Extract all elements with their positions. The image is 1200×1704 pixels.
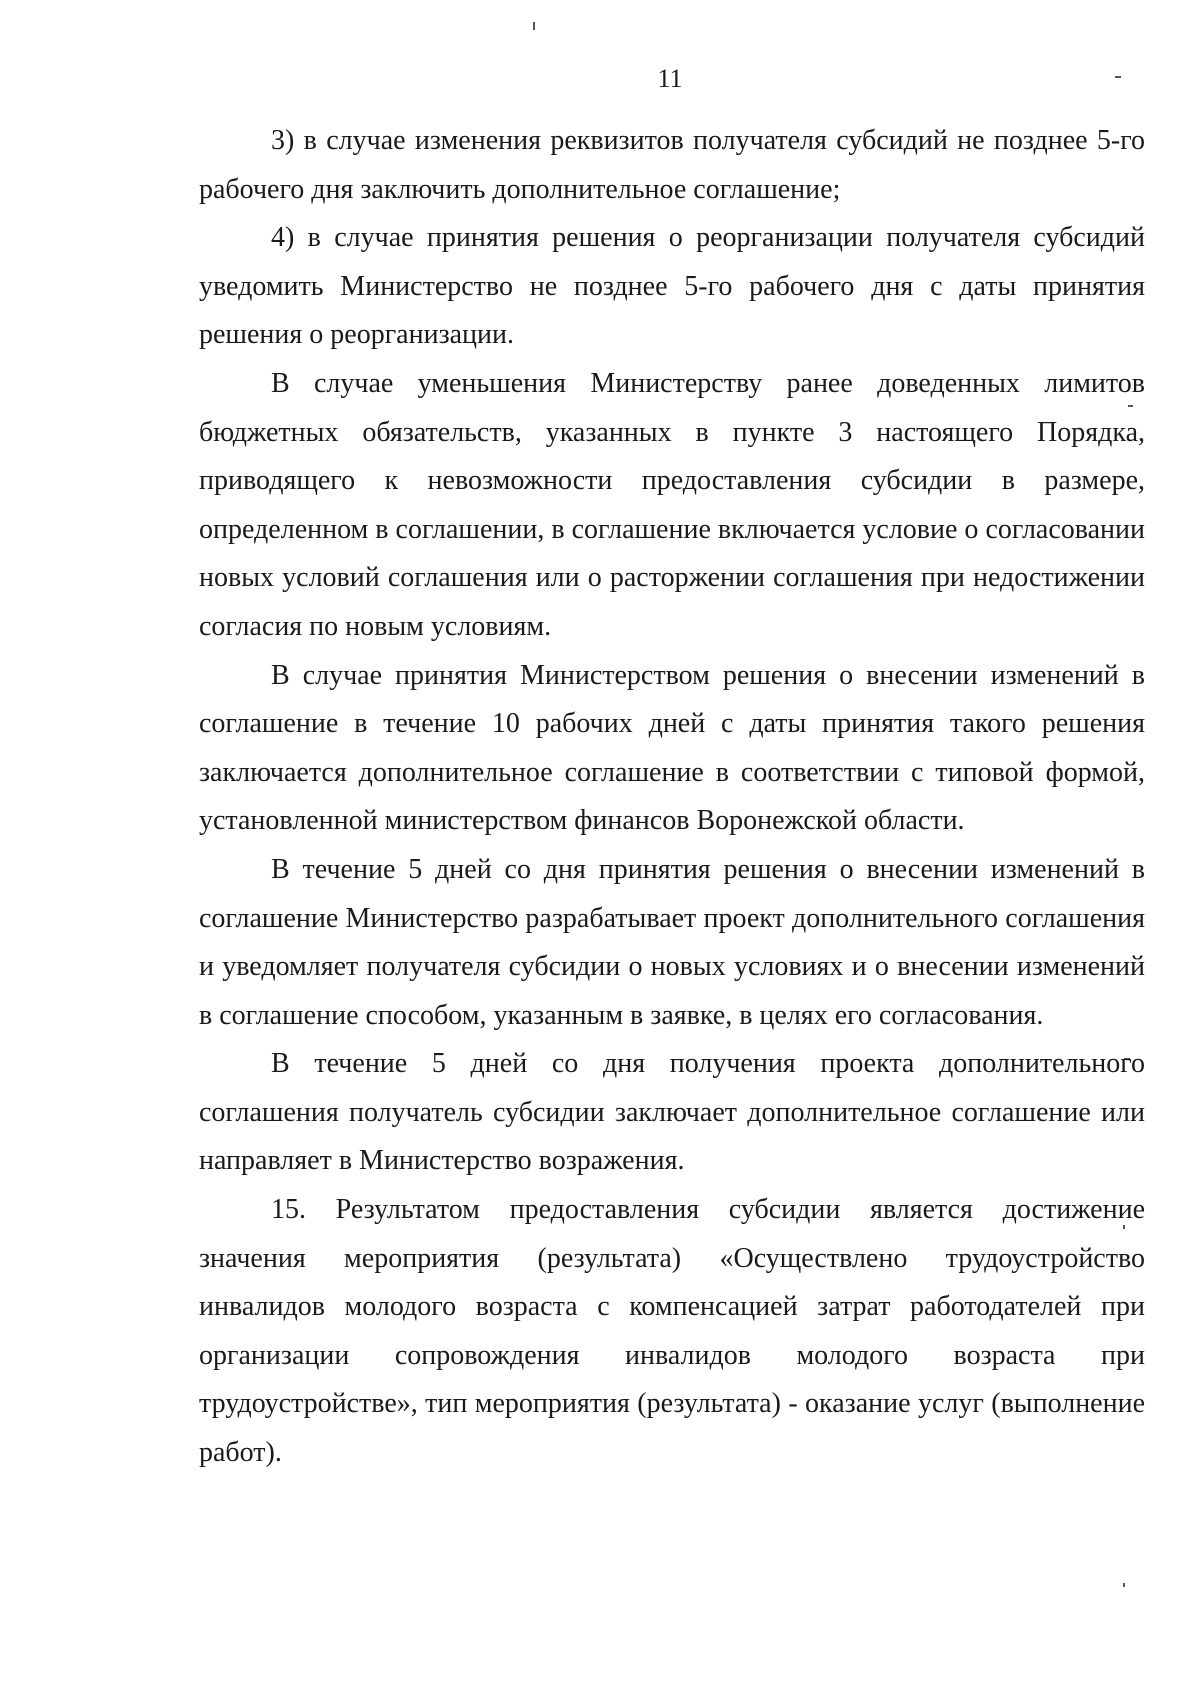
paragraph-draft-agreement: В течение 5 дней со дня принятия решения о внесении изменений в соглашение Министерство разрабатывает проект дополнительного соглашения и уведомляет получателя субсидии о новых условиях и о внесении изменений в соглашение способом, указанным в заявке, в целях его согласования. xyxy=(199,853,1145,1031)
scan-speck xyxy=(1123,1583,1125,1587)
document-body xyxy=(199,117,1145,1478)
paragraph-item-3: 3) в случае изменения реквизитов получателя субсидий не позднее 5-го рабочего дня заключить дополнительное соглашение; xyxy=(199,125,1145,205)
page-number: 11 xyxy=(657,64,683,93)
paragraph-amendment-decision: В случае принятия Министерством решения о внесении изменений в соглашение в течение 10 рабочих дней с даты принятия такого решения заключается дополнительное соглашение в соответствии с типовой формой, установленной министерством финансов Воронежской области. xyxy=(199,659,1145,837)
paragraph-recipient-response: В течение 5 дней со дня получения проекта дополнительного соглашения получатель субсидии заключает дополнительное соглашение или направляет в Министерство возражения. xyxy=(199,1048,1145,1177)
paragraph-limits-reduction: В случае уменьшения Министерству ранее доведенных лимитов бюджетных обязательств, указанных в пункте 3 настоящего Порядка, приводящего к невозможности предоставления субсидии в размере, определенном в соглашении, в соглашение включается условие о согласовании новых условий соглашения или о расторжении соглашения при недостижении согласия по новым условиям. xyxy=(199,367,1145,642)
paragraph-clause-15: 15. Результатом предоставления субсидии является достижение значения мероприятия (результата) «Осуществлено трудоустройство инвалидов молодого возраста с компенсацией затрат работодателей при организации сопровождения инвалидов молодого возраста при трудоустройстве», тип мероприятия (результата) - оказание услуг (выполнение работ). xyxy=(199,1194,1145,1469)
paragraph-item-4: 4) в случае принятия решения о реорганизации получателя субсидий уведомить Министерство не позднее 5-го рабочего дня с даты принятия решения о реорганизации. xyxy=(199,222,1145,351)
scan-speck xyxy=(533,22,535,30)
